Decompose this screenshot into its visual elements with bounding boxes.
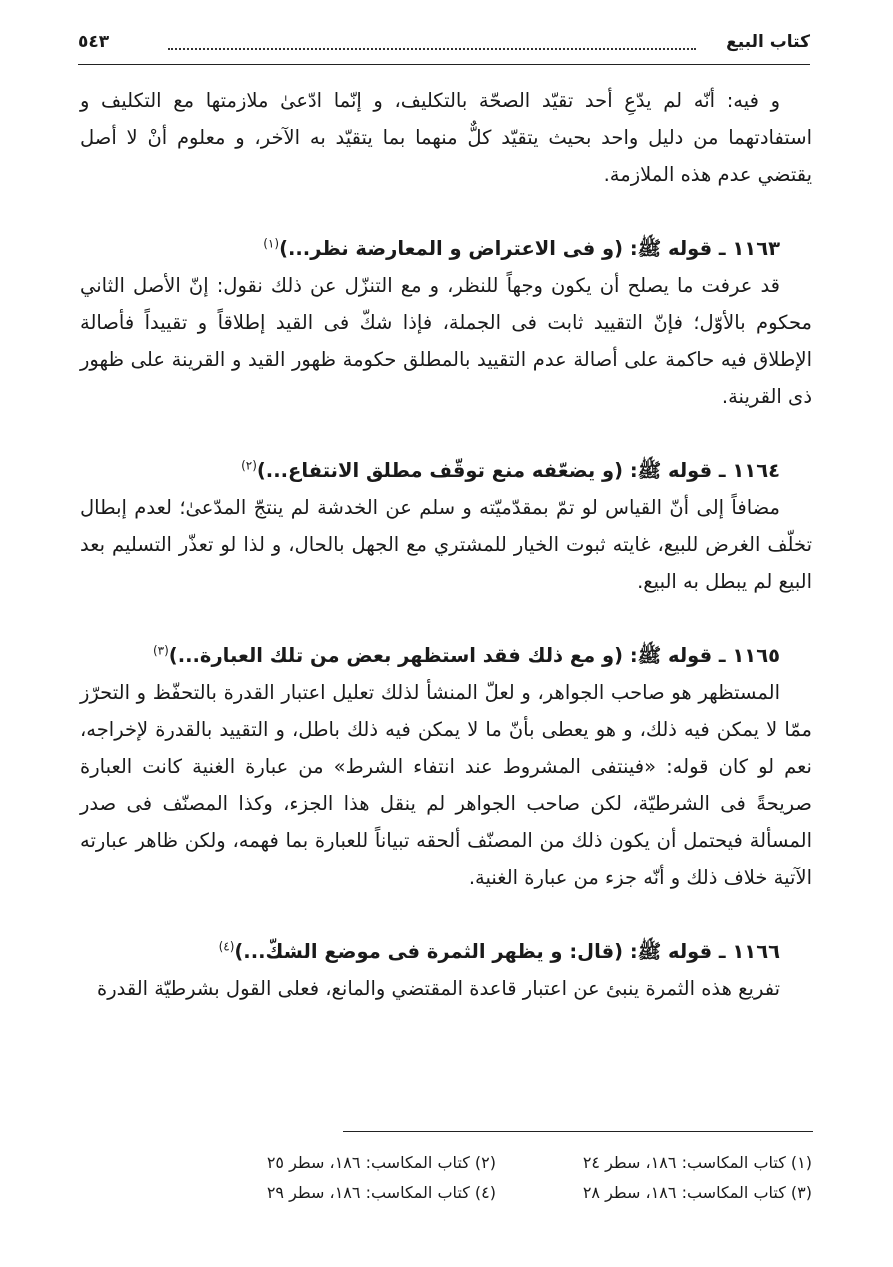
paragraph: المستظهر هو صاحب الجواهر، و لعلّ المنشأ لذلك تعليل اعتبار القدرة بالتحفّظ و التحرّز ممّا لا يمكن فيه ذلك، و هو يعطى بأنّ ما لا يمكن فيه ذلك باطل، و التقييد بالقدرة لإخراجه، نعم لو كان قوله: «فينتفى المشروط عند انتفاء الشرط» من عبارة الغنية كانت العبارة صريحةً فى الشرطيّة، لكن صاحب الجواهر لم ينقل هذا الجزء، وكذا المصنّف فى صدر المسألة فيحتمل أن يكون ذلك من المصنّف ألحقه تبياناً للعبارة بما فهمه، ولكن ظاهر عبارته الآتية خلاف ذلك و أنّه جزء من عبارة الغنية. [80,681,812,889]
paragraph: مضافاً إلى أنّ القياس لو تمّ بمقدّميّته و سلم عن الخدشة لم ينتجّ المدّعىٰ؛ لعدم إبطال تخلّف الغرض للبيع، غايته ثبوت الخيار للمشتري مع الجهل بالحال، و لذا لو تعذّر التسليم بعد البيع لم يبطل به البيع. [80,496,812,593]
header-title: كتاب البيع [726,32,810,52]
footnote-marker: (٢) [241,458,257,473]
paragraph: تفريع هذه الثمرة ينبئ عن اعتبار قاعدة المقتضي والمانع، فعلى القول بشرطيّة القدرة [97,977,780,1000]
footnote-marker: (٤) [218,939,235,954]
heading-text: ١١٦٥ ـ قوله ﷺ: (و مع ذلك فقد استظهر بعض من تلك العبارة...) [168,644,780,667]
footnotes [180,1148,812,1208]
footnote-item: (٢) كتاب المكاسب: ١٨٦، سطر ٢٥ [266,1153,496,1172]
paragraph-gap [80,896,812,933]
page-number: ٥٤٣ [78,32,110,52]
paragraph: و فيه: أنّه لم يدّعِ أحد تقيّد الصحّة بالتكليف، و إنّما ادّعىٰ ملازمتها مع التكليف و استفادتهما من دليل واحد بحيث يتقيّد كلٌّ منهما بما يتقيّد به الآخر، و معلوم أنْ لا أصل يقتضي عدم هذه الملازمة. [80,89,812,186]
section-heading [80,637,812,674]
footnote-item: (٣) كتاب المكاسب: ١٨٦، سطر ٢٨ [582,1183,812,1202]
section-heading [80,230,812,267]
footnote-marker: (٣) [152,643,169,658]
heading-text: ١١٦٤ ـ قوله ﷺ: (و يضعّفه منع توقّف مطلق الانتفاع...) [256,459,780,482]
body-text [80,82,812,1007]
footnote-row [180,1148,812,1178]
running-header [78,30,810,62]
paragraph-gap [80,415,812,452]
heading-text: ١١٦٣ ـ قوله ﷺ: (و فى الاعتراض و المعارضة نظر...) [279,237,780,260]
header-dot-leader [168,48,696,50]
footnote-item: (١) كتاب المكاسب: ١٨٦، سطر ٢٤ [582,1153,812,1172]
paragraph: قد عرفت ما يصلح أن يكون وجهاً للنظر، و مع التنزّل عن ذلك نقول: إنّ الأصل الثاني محكوم بالأوّل؛ فإنّ التقييد ثابت فى الجملة، فإذا شكّ فى القيد إطلاقاً و تقييداً فأصالة الإطلاق فيه حاكمة على أصالة عدم التقييد بالمطلق حكومة ظهور القيد و القرينة على ظهور ذى القرينة. [80,274,812,408]
footnote-item: (٤) كتاب المكاسب: ١٨٦، سطر ٢٩ [266,1183,496,1202]
heading-text: ١١٦٦ ـ قوله ﷺ: (قال: و يظهر الثمرة فى موضع الشكّ...) [234,940,780,963]
section-heading [80,452,812,489]
footnote-marker: (١) [263,236,280,251]
paragraph-gap [80,600,812,637]
footnote-row [180,1178,812,1208]
paragraph-gap [80,193,812,230]
section-heading [80,933,812,970]
footnote-rule [343,1131,813,1132]
header-rule [78,64,810,65]
